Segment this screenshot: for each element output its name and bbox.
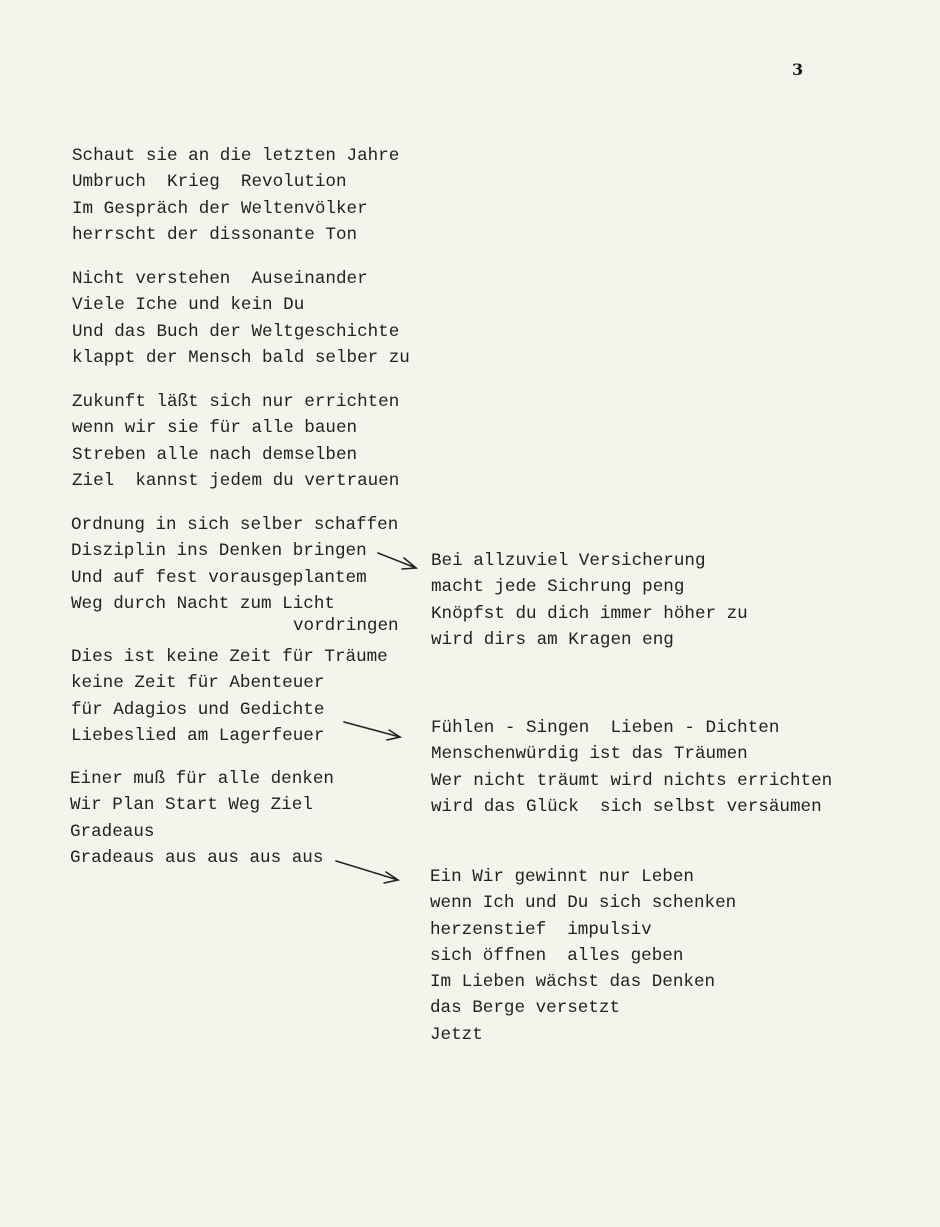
poem-line: das Berge versetzt: [430, 998, 621, 1019]
poem-line: Und auf fest vorausgeplantem: [71, 567, 367, 588]
poem-line: Menschenwürdig ist das Träumen: [431, 744, 748, 765]
poem-line: sich öffnen alles geben: [430, 945, 684, 966]
poem-line: Gradeaus: [70, 821, 155, 842]
poem-line-continuation: vordringen: [293, 616, 399, 637]
stanza-right-1: [431, 548, 748, 653]
stanza-left-3: [72, 389, 399, 494]
poem-line: keine Zeit für Abenteuer: [71, 673, 325, 694]
stanza-right-3: [430, 864, 736, 1048]
poem-line: Nicht verstehen Auseinander: [72, 269, 368, 289]
poem-line: Bei allzuviel Versicherung: [431, 551, 706, 571]
poem-line: herrscht der dissonante Ton: [72, 224, 358, 245]
poem-line: wenn wir sie für alle bauen: [72, 418, 358, 439]
poem-line: Und das Buch der Weltgeschichte: [72, 321, 400, 342]
stanza-left-1: [72, 143, 399, 248]
poem-line: klappt der Mensch bald selber zu: [72, 347, 410, 368]
poem-line: Gradeaus aus aus aus aus: [70, 847, 324, 868]
poem-line: wird das Glück sich selbst versäumen: [431, 796, 822, 817]
page-number: 3: [792, 60, 804, 79]
poem-line: Umbruch Krieg Revolution: [72, 172, 347, 193]
poem-line: Im Lieben wächst das Denken: [430, 972, 716, 993]
stanza-left-2: [72, 266, 410, 371]
poem-line: Schaut sie an die letzten Jahre: [72, 146, 400, 166]
poem-line: Jetzt: [430, 1024, 483, 1045]
poem-line: Zukunft läßt sich nur errichten: [72, 392, 400, 412]
stanza-left-5: [71, 644, 388, 749]
poem-line: Weg durch Nacht zum Licht: [71, 593, 335, 614]
poem-line: Wir Plan Start Weg Ziel: [70, 795, 313, 816]
poem-line: Dies ist keine Zeit für Träume: [71, 647, 388, 667]
poem-line: Streben alle nach demselben: [72, 444, 358, 465]
poem-line: Viele Iche und kein Du: [72, 295, 305, 316]
poem-line: Fühlen - Singen Lieben - Dichten: [431, 718, 780, 738]
poem-line: Einer muß für alle denken: [70, 769, 334, 789]
stanza-left-6: [70, 766, 334, 871]
stanza-right-2: [431, 715, 832, 820]
poem-line: macht jede Sichrung peng: [431, 577, 685, 598]
poem-line: für Adagios und Gedichte: [71, 699, 325, 720]
poem-line: herzenstief impulsiv: [430, 919, 652, 940]
poem-line: wenn Ich und Du sich schenken: [430, 893, 737, 914]
poem-line: Ein Wir gewinnt nur Leben: [430, 867, 694, 887]
poem-line: Wer nicht träumt wird nichts errichten: [431, 770, 833, 791]
poem-line: Im Gespräch der Weltenvölker: [72, 198, 368, 219]
poem-line: Ziel kannst jedem du vertrauen: [72, 470, 400, 491]
arrow-icon: [336, 861, 398, 883]
poem-line: wird dirs am Kragen eng: [431, 629, 674, 650]
poem-line: Disziplin ins Denken bringen: [71, 541, 367, 562]
poem-line: Ordnung in sich selber schaffen: [71, 515, 399, 535]
poem-line: Knöpfst du dich immer höher zu: [431, 603, 748, 624]
stanza-left-4: [71, 512, 399, 635]
poem-line: Liebeslied am Lagerfeuer: [71, 725, 325, 746]
